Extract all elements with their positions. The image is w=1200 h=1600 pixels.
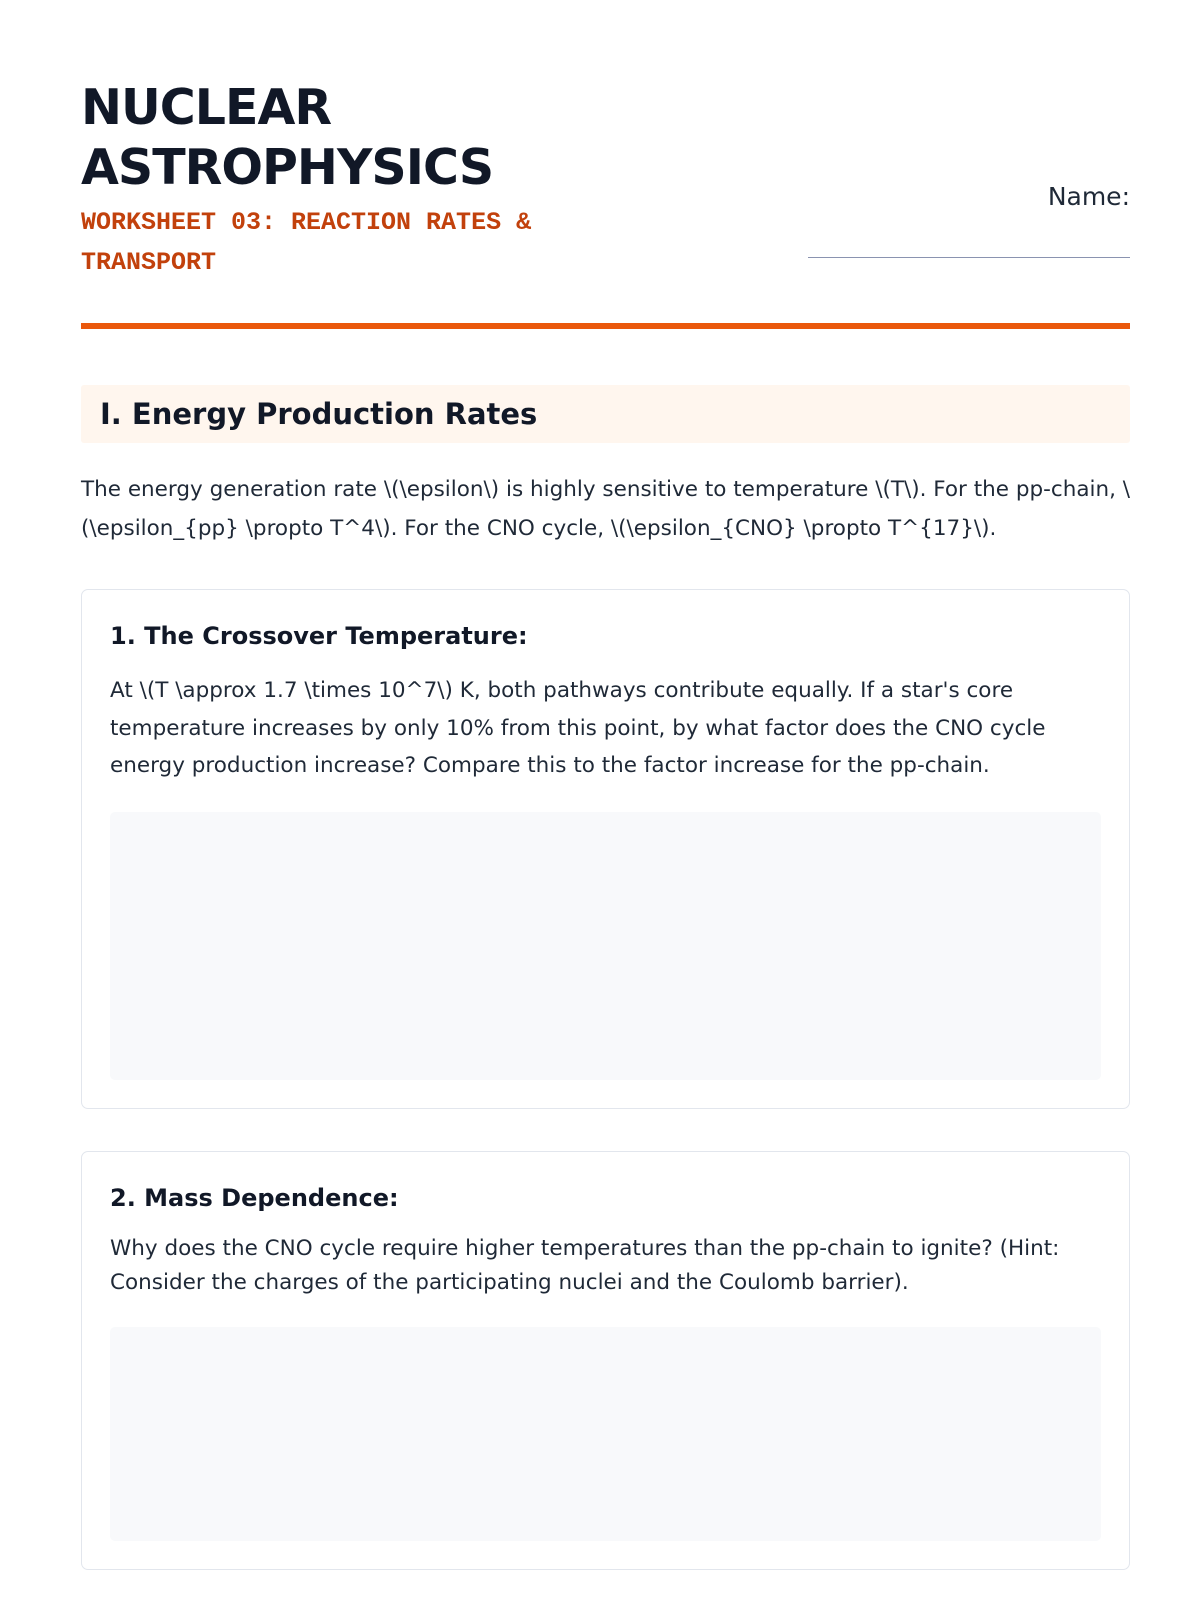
question-1-title: 1. The Crossover Temperature: <box>110 622 528 650</box>
question-card-2 <box>81 1151 1130 1570</box>
subtitle-line-2: TRANSPORT <box>81 248 217 277</box>
section-heading-box <box>81 385 1130 443</box>
worksheet-page <box>81 0 1131 1295</box>
name-label: Name: <box>1047 182 1130 211</box>
worksheet-title <box>81 78 493 198</box>
worksheet-header <box>81 0 1130 330</box>
worksheet-subtitle <box>81 203 601 283</box>
name-input-line[interactable] <box>808 257 1130 258</box>
subtitle-line-1: WORKSHEET 03: REACTION RATES & <box>81 208 532 237</box>
section-intro: The energy generation rate \(\epsilon\) is highly sensitive to temperature \(T\). For the pp-chain, \(\epsilon_{pp} \propto T^4\). For the CNO cycle, \(\epsilon_{CNO} \propto T^{17}\). <box>81 477 1131 541</box>
question-1-body: At \(T \approx 1.7 \times 10^7\) K, both pathways contribute equally. If a star's core temperature increases by only 10% from this point, by what factor does the CNO cycle energy production increase? Compare this to the factor increase for the pp-chain. <box>110 678 1046 778</box>
question-card-1 <box>81 589 1130 1109</box>
question-2-body: Why does the CNO cycle require higher temperatures than the pp-chain to ignite? (Hint: Consider the charges of the participating nuclei and the Coulomb barrier). <box>110 1236 1060 1295</box>
answer-area-2[interactable] <box>110 1327 1101 1541</box>
answer-area-1[interactable] <box>110 812 1101 1080</box>
section-heading: I. Energy Production Rates <box>100 397 538 431</box>
header-divider <box>81 323 1130 329</box>
title-line-1: NUCLEAR <box>81 79 332 136</box>
title-line-2: ASTROPHYSICS <box>81 139 494 196</box>
question-2-title: 2. Mass Dependence: <box>110 1184 399 1212</box>
